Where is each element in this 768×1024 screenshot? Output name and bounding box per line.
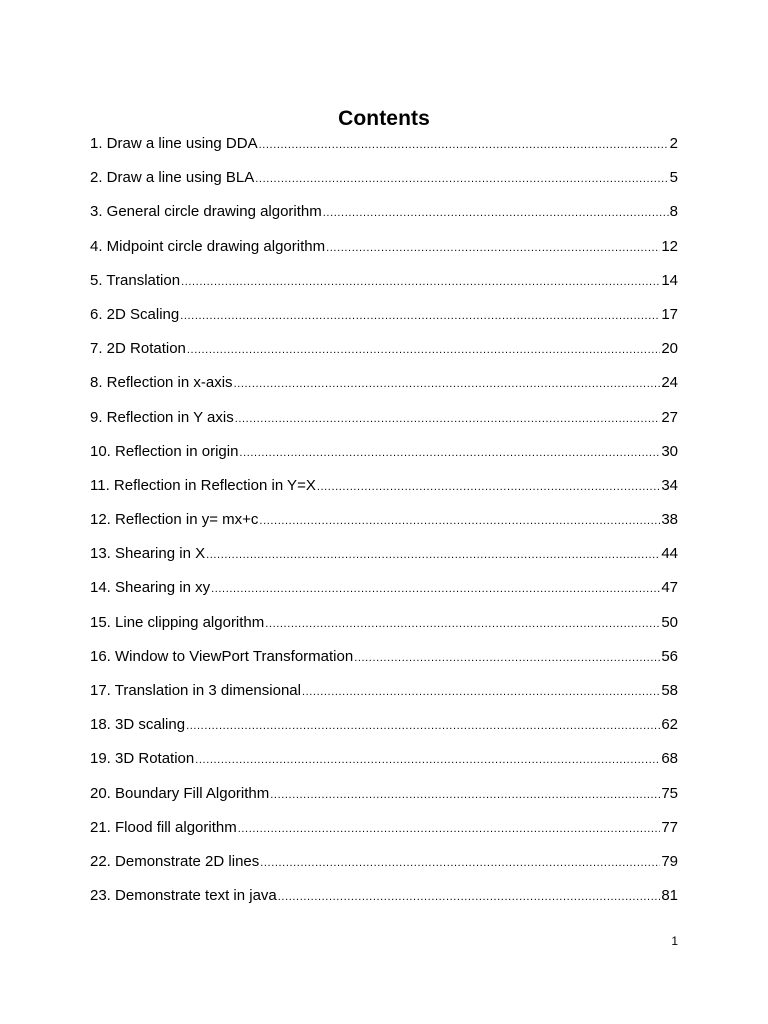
toc-dot-leader bbox=[270, 789, 660, 801]
toc-entry bbox=[90, 614, 678, 648]
toc-entry-label: 2. Draw a line using BLA bbox=[90, 169, 255, 187]
toc-dot-leader bbox=[187, 344, 660, 356]
toc-dot-leader bbox=[354, 652, 660, 664]
toc-dot-leader bbox=[302, 686, 660, 698]
toc-entry-label: 16. Window to ViewPort Transformation bbox=[90, 647, 354, 665]
toc-dot-leader bbox=[255, 173, 668, 185]
toc-entry-page-number: 8 bbox=[669, 203, 678, 221]
toc-dot-leader bbox=[317, 481, 660, 493]
toc-entry bbox=[90, 511, 678, 545]
toc-dot-leader bbox=[186, 720, 660, 732]
toc-entry bbox=[90, 409, 678, 443]
toc-entry bbox=[90, 272, 678, 306]
toc-entry-label: 11. Reflection in Reflection in Y=X bbox=[90, 476, 316, 494]
toc-entry-label: 3. General circle drawing algorithm bbox=[90, 203, 322, 221]
toc-entry bbox=[90, 819, 678, 853]
toc-entry-label: 23. Demonstrate text in java bbox=[90, 887, 277, 905]
toc-entry-page-number: 58 bbox=[661, 682, 678, 699]
toc-entry-page-number: 27 bbox=[661, 408, 678, 426]
toc-entry bbox=[90, 169, 678, 203]
toc-entry bbox=[90, 340, 678, 374]
toc-entry-label: 18. 3D scaling bbox=[90, 716, 186, 734]
toc-dot-leader bbox=[181, 276, 660, 288]
toc-entry-page-number: 2 bbox=[669, 135, 678, 152]
toc-entry bbox=[90, 443, 678, 477]
toc-dot-leader bbox=[234, 378, 661, 390]
toc-dot-leader bbox=[195, 754, 660, 766]
toc-dot-leader bbox=[211, 583, 660, 595]
toc-entry-page-number: 56 bbox=[661, 647, 678, 665]
toc-entry-label: 14. Shearing in xy bbox=[90, 579, 211, 597]
toc-entry-label: 13. Shearing in X bbox=[90, 545, 206, 563]
toc-entry bbox=[90, 887, 678, 921]
toc-entry bbox=[90, 135, 678, 169]
toc-entry-page-number: 20 bbox=[661, 340, 678, 358]
toc-entry-page-number: 12 bbox=[661, 237, 678, 255]
toc-entry-page-number: 77 bbox=[661, 818, 678, 836]
toc-dot-leader bbox=[206, 549, 660, 561]
toc-entry bbox=[90, 545, 678, 579]
toc-entry-label: 9. Reflection in Y axis bbox=[90, 408, 234, 426]
toc-entry bbox=[90, 579, 678, 613]
toc-dot-leader bbox=[260, 857, 660, 869]
toc-entry bbox=[90, 716, 678, 750]
toc-entry bbox=[90, 374, 678, 408]
toc-entry-label: 7. 2D Rotation bbox=[90, 340, 186, 358]
toc-dot-leader bbox=[238, 823, 661, 835]
toc-dot-leader bbox=[239, 447, 660, 459]
toc-entry-label: 15. Line clipping algorithm bbox=[90, 613, 265, 631]
toc-entry-page-number: 38 bbox=[661, 511, 678, 529]
toc-entry-label: 6. 2D Scaling bbox=[90, 305, 180, 323]
toc-entry-page-number: 30 bbox=[661, 442, 678, 460]
footer-page-number: 1 bbox=[671, 934, 678, 948]
toc-entry-label: 17. Translation in 3 dimensional bbox=[90, 682, 301, 699]
toc-entry-page-number: 62 bbox=[661, 716, 678, 734]
toc-entry-label: 21. Flood fill algorithm bbox=[90, 818, 237, 836]
toc-entry-label: 4. Midpoint circle drawing algorithm bbox=[90, 237, 326, 255]
toc-entry-label: 5. Translation bbox=[90, 271, 181, 289]
toc-entry-label: 10. Reflection in origin bbox=[90, 442, 239, 460]
toc-entry-page-number: 68 bbox=[661, 750, 678, 768]
toc-entry-page-number: 75 bbox=[661, 784, 678, 802]
toc-entry-label: 22. Demonstrate 2D lines bbox=[90, 852, 260, 870]
toc-entry-page-number: 34 bbox=[661, 476, 678, 494]
toc-entry bbox=[90, 750, 678, 784]
toc-dot-leader bbox=[326, 242, 660, 254]
toc-dot-leader bbox=[259, 139, 669, 151]
toc-entry bbox=[90, 306, 678, 340]
toc-entry bbox=[90, 785, 678, 819]
toc-dot-leader bbox=[323, 207, 669, 219]
toc-entry-page-number: 14 bbox=[661, 271, 678, 289]
toc-entry bbox=[90, 682, 678, 716]
toc-dot-leader bbox=[180, 310, 660, 322]
table-of-contents bbox=[90, 135, 678, 921]
toc-dot-leader bbox=[235, 413, 661, 425]
toc-entry bbox=[90, 477, 678, 511]
toc-entry-label: 20. Boundary Fill Algorithm bbox=[90, 784, 270, 802]
toc-entry-label: 1. Draw a line using DDA bbox=[90, 135, 258, 152]
toc-entry-page-number: 17 bbox=[661, 305, 678, 323]
toc-dot-leader bbox=[265, 618, 660, 630]
toc-entry-page-number: 5 bbox=[669, 169, 678, 187]
toc-entry bbox=[90, 853, 678, 887]
toc-entry bbox=[90, 238, 678, 272]
toc-entry-page-number: 47 bbox=[661, 579, 678, 597]
toc-entry-page-number: 44 bbox=[661, 545, 678, 563]
toc-entry-page-number: 50 bbox=[661, 613, 678, 631]
page-title: Contents bbox=[338, 107, 430, 131]
toc-entry-page-number: 24 bbox=[661, 374, 678, 392]
toc-entry-label: 19. 3D Rotation bbox=[90, 750, 195, 768]
toc-entry-page-number: 79 bbox=[661, 852, 678, 870]
toc-entry-label: 8. Reflection in x-axis bbox=[90, 374, 233, 392]
toc-entry-label: 12. Reflection in y= mx+c bbox=[90, 511, 259, 529]
toc-dot-leader bbox=[259, 515, 660, 527]
toc-entry bbox=[90, 648, 678, 682]
toc-entry bbox=[90, 203, 678, 237]
toc-dot-leader bbox=[278, 891, 661, 903]
toc-entry-page-number: 81 bbox=[661, 887, 678, 905]
